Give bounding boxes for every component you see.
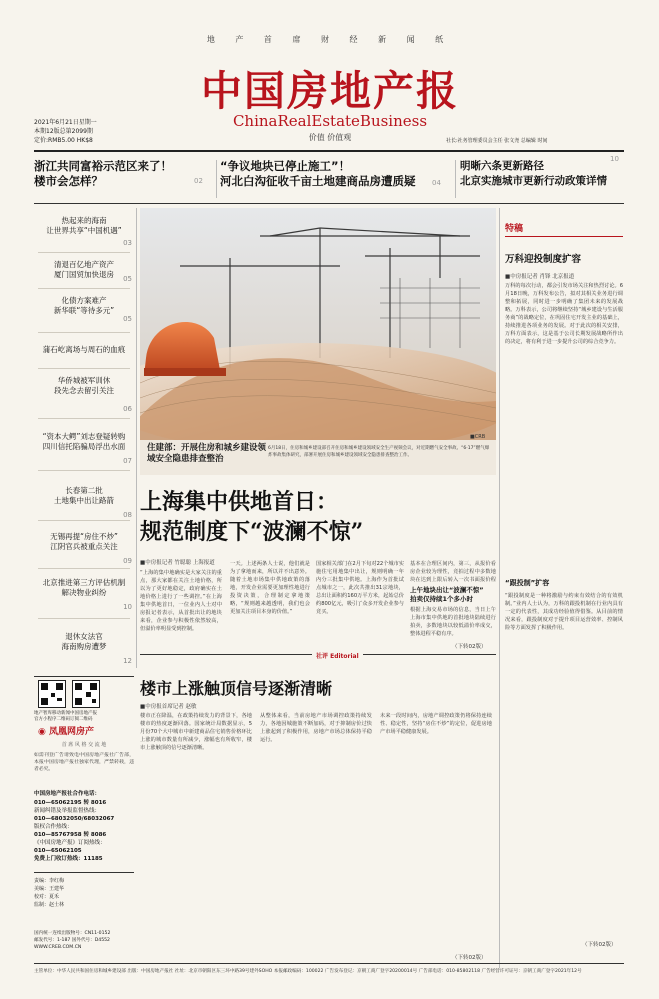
- index-item[interactable]: [34, 216, 134, 247]
- teaser-title: 明晰六条更新路径 北京实施城市更新行动政策详情: [460, 160, 607, 187]
- hotline-entry: 新闻纠错及举报监督热线：: [34, 808, 101, 814]
- photo-credit: ■CRB: [470, 434, 486, 440]
- publisher-rule: [34, 676, 134, 677]
- index-item-page: 07: [123, 457, 132, 465]
- feature-body: 万科的每次行动，都会引发市场关注和热烈讨论。6月18日晚，万科发布公告，拟对其相关业务进行调整和拓展，同时进一步明确了集团未来的发展战略。万科表示，公司将继续坚持“城乡建设与生活服务商”的战略定位，在巩固住宅开发主业的基础上，持续推进各项业务的发展。对于此次的相关安排，万科方面表示，这是基于公司长期发展战略所作出的决定，将有利于进一步提升公司的综合竞争力。: [505, 283, 623, 345]
- index-item[interactable]: [34, 486, 134, 519]
- teaser-item[interactable]: [460, 155, 626, 201]
- newspaper-title-english: ChinaRealEstateBusiness: [232, 112, 428, 130]
- page-footer: 主管单位：中华人民共和国住房和城乡建设部 出版：中国房地产报社 社址：北京市朝阳区东三环中路39号建外SOHO 本报邮政编码：100022 广告发布登记：京朝工商广登字20200014号 广告部电话：010-85802118 广告经营许可证号：京朝工商广登字2021年12号: [34, 969, 582, 974]
- index-item-title: 无锡再提“房住不炒” 江阴官兵被重点关注: [50, 532, 118, 551]
- partner-logo: [38, 724, 98, 738]
- feature-subhead: “跟投制”扩容: [505, 579, 550, 587]
- column-divider: [499, 208, 500, 968]
- index-item-title: 蒲石屹离场与周石的血痕: [42, 345, 126, 354]
- index-divider: [38, 332, 130, 333]
- index-item-page: 06: [123, 405, 132, 413]
- hotline-entry: 010—68032050/68032067: [34, 816, 115, 822]
- qr-code-left[interactable]: [38, 680, 66, 708]
- editorial-title[interactable]: 楼市上涨触顶信号逐渐清晰: [140, 679, 333, 698]
- lead-body-col4: 基本在合理区间内，第三，从报价看房企业较为理性，竞拍过程中多数地块在达到上限后转入一次书面报价程: [410, 561, 496, 583]
- teaser-divider-line: [34, 203, 624, 204]
- photo-caption-title: 住建部：开展住房和城乡建设领域安全隐患排查整治: [147, 443, 267, 464]
- feature-title[interactable]: 万科迎投制度扩容: [505, 254, 582, 265]
- index-item[interactable]: [34, 260, 134, 283]
- teaser-item[interactable]: [220, 159, 450, 201]
- hotline-list: [34, 799, 114, 863]
- index-divider: [38, 568, 130, 569]
- teaser-title: 浙江共同富裕示范区来了！ 楼市会怎样？: [34, 159, 172, 188]
- lead-byline: ■中房报记者 竹聪聪 上海报道: [140, 560, 215, 566]
- footer-rule: [34, 963, 624, 964]
- editorial-byline: ■中房报首席记者 赵敏: [140, 704, 197, 710]
- index-divider: [38, 368, 130, 369]
- index-item-title: 北京推进第三方评估机制 解决物业纠纷: [42, 578, 126, 597]
- publisher-slogan: 首 席 风 格 交 流 地: [61, 742, 107, 748]
- masthead: [0, 0, 659, 150]
- column-divider: [136, 208, 137, 668]
- index-item-page: 09: [123, 557, 132, 565]
- issue-price: 定价:RMB5.00 HK$8: [34, 137, 93, 144]
- index-divider: [38, 418, 130, 419]
- masthead-slogan: 地 产 首 席 财 经 新 闻 纸: [206, 35, 453, 44]
- license-info: 国内统一连续出版物号：CN11-0152 邮发代号：1-187 国外代号：D4552 WWW.CREB.COM.CN: [34, 931, 111, 950]
- photo-caption-text: 6月18日，住房和城乡建设部召开住房和城乡建设领域安全生产视频会议，对近期燃气安全事故、“6·17”燃气爆炸事故集体研究，部署开展住房和城乡建设领域安全隐患排查整治工作。: [268, 446, 490, 458]
- teaser-page: 10: [610, 155, 619, 163]
- fire-icon: ◉: [38, 727, 46, 737]
- editorial-body-col2: 从整体来看，当前房地产市场调控政策持续发力，各地因城施策不断加码，对于抑制房价过快上涨起到了积极作用，房地产市场总体保持平稳运行。: [260, 713, 372, 743]
- qr-caption-left: 地产智库移动新闻 官方小程序二维码: [34, 711, 70, 722]
- hotline-entry: 010—65062105: [34, 848, 82, 854]
- index-item-page: 03: [123, 239, 132, 247]
- index-item-page: 12: [123, 657, 132, 665]
- teaser-divider: [455, 160, 456, 198]
- index-item-title: 华侨城被军训休 段先念去留引关注: [54, 376, 114, 395]
- editorial-continued[interactable]: （下转02版）: [452, 955, 487, 961]
- lead-subhead: 上午地块出让“波澜不惊” 拍卖仅持续1个多小时: [410, 586, 484, 603]
- issue-number: 本期12版总第2099期: [34, 128, 93, 135]
- lead-photo: [140, 208, 496, 440]
- teaser-divider: [216, 160, 217, 198]
- index-item-page: 10: [123, 603, 132, 611]
- lead-continued[interactable]: （下转02版）: [452, 644, 487, 650]
- teaser-item[interactable]: [34, 159, 214, 201]
- index-item-title: 热起来的海南 让世界共享“中国机遇”: [46, 216, 122, 235]
- editorial-body-col3: 未来一段时间内，房地产调控政策仍将保持连续性、稳定性，坚持“房住不炒”的定位，促进房地产市场平稳健康发展。: [380, 713, 492, 735]
- index-divider: [38, 520, 130, 521]
- lead-body-col3: 国家相关部门在2月下旬对22个城市实施住宅用地集中出让，规则明确一年内分三批集中供地。上海作为首批试点城市之一，此次共推出31宗地块，总出让面积约160万平方米，起始总价约800亿元，吸引了众多开发企业参与竞买。: [316, 561, 404, 615]
- construction-site-illustration: [140, 208, 496, 440]
- hotline-entry: 版权合作热线：: [34, 824, 73, 830]
- index-item[interactable]: [34, 432, 134, 465]
- qr-code-right[interactable]: [72, 680, 100, 708]
- index-item[interactable]: [34, 532, 134, 565]
- hotline-entry: 《中国房地产报》订阅热线：: [34, 840, 106, 846]
- index-divider: [38, 470, 130, 471]
- editorial-body-col1: 楼市正在降温，在政策持续发力的背景下，各地楼市的热度逐渐回落。国家统计局数据显示，5月份70个大中城市中新建商品住宅销售价格环比上涨的城市数量有所减少，涨幅也有所收窄，楼市上涨触顶的信号逐渐清晰。: [140, 713, 252, 751]
- issue-info: [34, 118, 97, 145]
- masthead-motto: 价值 价值观: [308, 133, 352, 142]
- hotline-entry: 010—85767958 转 8086: [34, 832, 107, 838]
- lead-body-col2: 一天。上述两条人士说，他们就是为了拿地而来，所以并不出意外。随着土地市场集中供地政策的落地，开发企业需要更加理性地进行投资决策，合理制定拿地策略，“规则越来越透明，我们也会更加关注项目本身的价值。”: [230, 561, 310, 615]
- index-item-title: 清退百亿地产资产 厦门国贸加快退房: [54, 260, 114, 279]
- hotline-entry: 免费上门收订热线：11185: [34, 856, 103, 862]
- index-item-title: “资本大鳄”刘志登疑转购 四川信托陷骗局浮出水面: [42, 432, 126, 451]
- masthead-divider: [34, 150, 624, 152]
- index-item-title: 退休女法官 海南购房遭梦: [61, 632, 107, 651]
- feature-label: 特稿: [505, 224, 524, 234]
- lead-body-col4b: 根据上海交易市场的信息，当日上午上海市集中供地的首批地块陆续进行拍卖，多数地块以较低溢价率成交，整体进程平稳有序。: [410, 607, 496, 637]
- teaser-page: 04: [432, 179, 441, 187]
- qr-caption-right: 中国房地产报 订阅二维码: [70, 711, 97, 722]
- index-item[interactable]: [34, 578, 134, 611]
- index-divider: [38, 288, 130, 289]
- editor-credits: 责编：李红梅 美编：王建华 校对：夏禾 监制：赵士林: [34, 878, 65, 908]
- feature-body-2: “跟投制度是一种将激励与约束有效结合的有效机制。”业内人士认为，万科的跟投机制在行业内具有一定的代表性，其成功经验值得借鉴。从目前的情况来看，跟投制度对于提升项目运营效率、控制风险等方面发挥了积极作用。: [505, 593, 623, 631]
- index-item[interactable]: [34, 376, 134, 413]
- index-item-page: 08: [123, 511, 132, 519]
- hotline-entry: 010—65062195 转 8016: [34, 800, 107, 806]
- lead-headline-line1: 上海集中供地首日：: [140, 489, 339, 515]
- index-item[interactable]: [34, 345, 134, 355]
- sponsor-line: 社长:社务管理委员会主任 张文尧 总编辑 时间: [446, 138, 548, 144]
- teaser-page: 02: [194, 177, 203, 185]
- partner-logo-text: 凤凰网房产: [49, 727, 95, 737]
- feature-rule: [505, 236, 623, 237]
- index-item-title: 长春第二批 土地集中出让路箭: [54, 486, 114, 505]
- issue-date: 2021年6月21日星期一: [34, 119, 97, 126]
- hotline-label: 中国房地产报社合作电话：: [34, 791, 101, 797]
- teaser-title: “争议地块已停止施工”！ 河北白沟征收千亩土地建商品房遭质疑: [220, 159, 416, 188]
- index-item-page: 05: [123, 275, 132, 283]
- publisher-ad-note: 如需刊登广告请致电中国房地产报社广告部，本报中国房地产报社独家代理，严禁转载，违者必究。: [34, 753, 134, 772]
- index-divider: [38, 618, 130, 619]
- index-item[interactable]: [34, 296, 134, 323]
- index-item[interactable]: [34, 632, 134, 665]
- index-divider: [38, 252, 130, 253]
- left-index-column: [34, 208, 134, 678]
- editorial-tag: 社评 Editorial: [312, 651, 363, 660]
- index-item-title: 化债方案难产 新华联“等待多元”: [53, 296, 115, 315]
- newspaper-title: 中国房地产报: [201, 67, 459, 115]
- lead-headline-line2: 规范制度下“波澜不惊”: [140, 519, 364, 545]
- index-item-page: 05: [123, 315, 132, 323]
- lead-headline[interactable]: [140, 487, 496, 547]
- lead-body-col1: “上海的集中地确实是大家关注的重点，那大家都在关注土地价格，所以为了更好地稳定，政府确实在土地价格上进行了一些调控。”在上海集中供地首日，一位业内人士对中房报记者表示，从首批出让的地块来看，企业参与积极性依然较高，但溢价率明显受到控制。: [140, 570, 222, 632]
- feature-continued[interactable]: （下转02版）: [582, 942, 617, 948]
- publisher-rule: [34, 872, 134, 873]
- feature-byline: ■中房报记者 肖锋 北京报道: [505, 274, 575, 280]
